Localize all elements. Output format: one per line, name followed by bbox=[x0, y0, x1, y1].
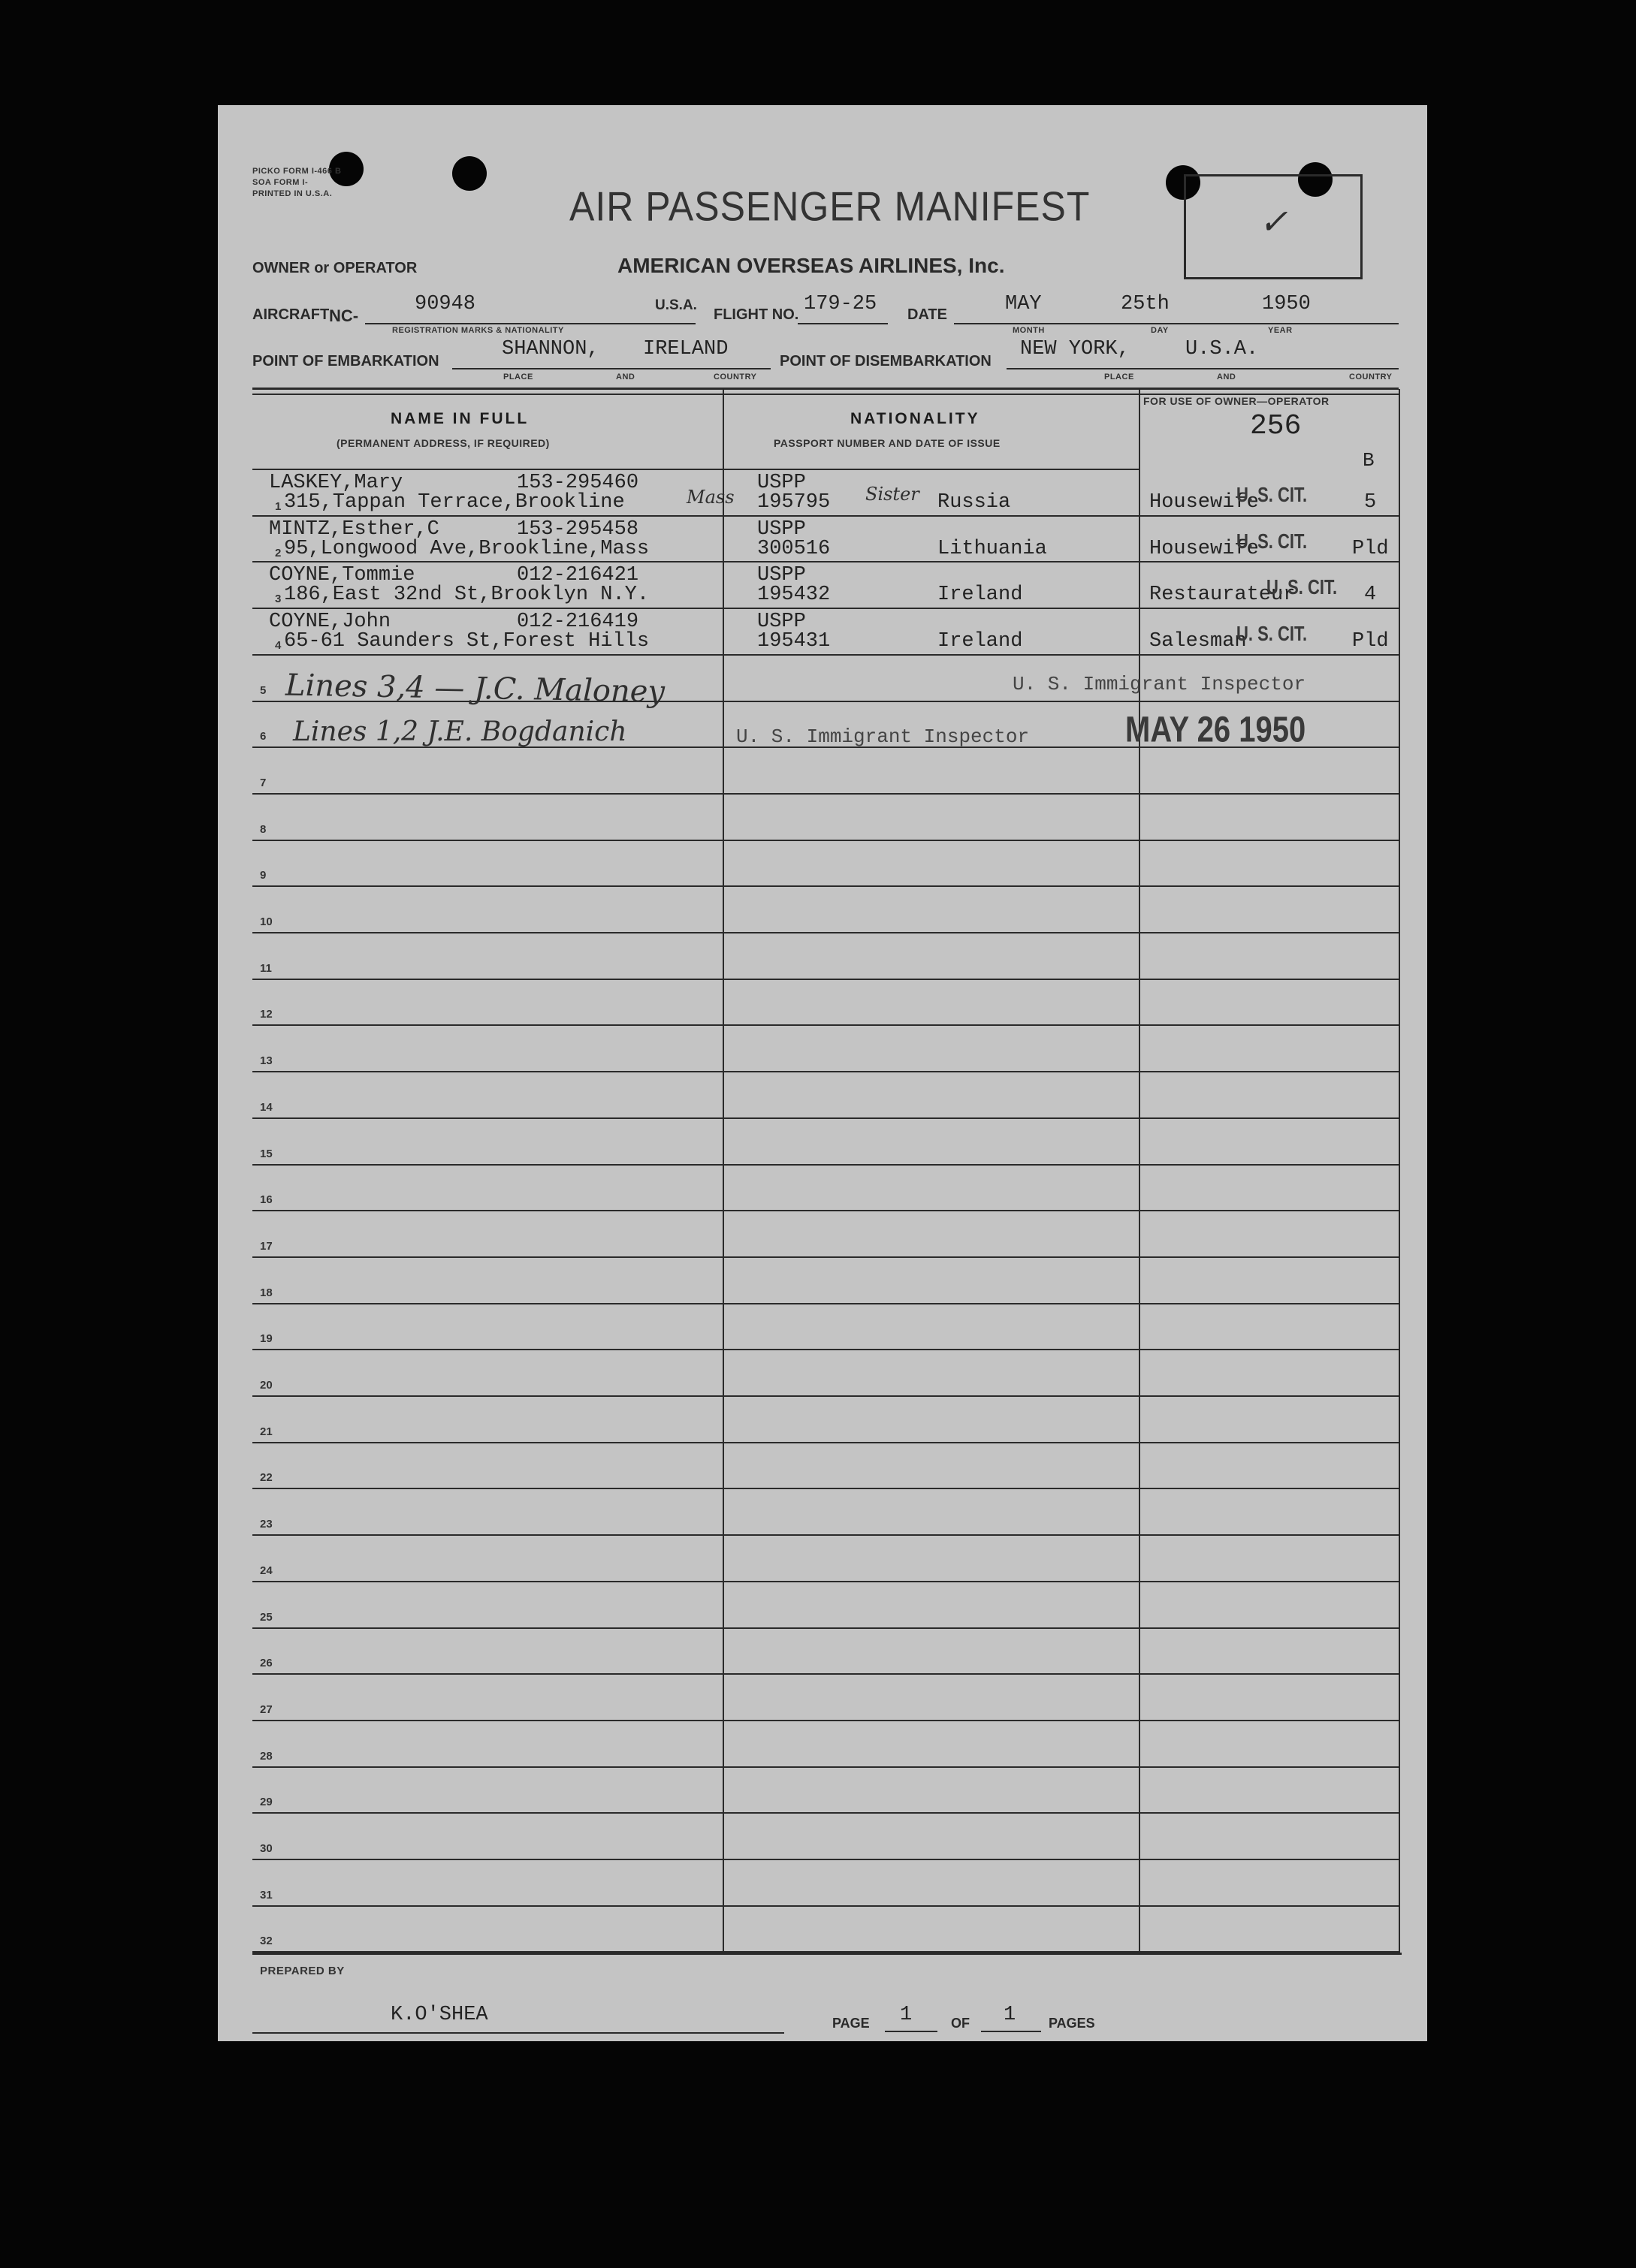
citizenship-stamp: U. S. CIT. bbox=[1236, 482, 1308, 506]
embarkation-place: SHANNON, bbox=[502, 338, 599, 360]
embarkation-label: POINT OF EMBARKATION bbox=[252, 353, 439, 369]
column-divider bbox=[723, 389, 724, 1953]
passport-note: Sister bbox=[865, 484, 919, 505]
column-header-nationality: NATIONALITY bbox=[850, 410, 980, 427]
row-number: 15 bbox=[260, 1148, 273, 1160]
row-rule bbox=[252, 608, 1399, 609]
row-number: 28 bbox=[260, 1750, 273, 1763]
field-line bbox=[1007, 368, 1399, 369]
inspector-caption: U. S. Immigrant Inspector bbox=[1013, 673, 1306, 695]
embarkation-country: IRELAND bbox=[643, 338, 729, 360]
passport-type: USPP bbox=[757, 611, 806, 633]
column-header-owner: FOR USE OF OWNER—OPERATOR bbox=[1143, 395, 1330, 407]
passenger-id: 012-216421 bbox=[517, 564, 639, 587]
field-line bbox=[798, 323, 888, 324]
row-number: 19 bbox=[260, 1332, 273, 1345]
passenger-country: Ireland bbox=[937, 630, 1023, 653]
row-number: 17 bbox=[260, 1240, 273, 1253]
row-number: 31 bbox=[260, 1889, 273, 1902]
passenger-address: 315,Tappan Terrace,Brookline bbox=[284, 491, 625, 514]
passenger-id: 012-216419 bbox=[517, 611, 639, 633]
row-rule bbox=[252, 1812, 1399, 1814]
page-total: 1 bbox=[1004, 2004, 1016, 2026]
row-number: 5 bbox=[260, 684, 267, 697]
form-stock-line: SOA FORM I- bbox=[252, 178, 309, 187]
passport-number: 300516 bbox=[757, 538, 831, 560]
field-line bbox=[981, 2031, 1041, 2032]
passenger-occupation: Housewife bbox=[1149, 491, 1259, 514]
row-number: 11 bbox=[260, 962, 272, 975]
passenger-id: 153-295458 bbox=[517, 518, 639, 541]
row-rule bbox=[252, 1766, 1399, 1768]
prepared-by-label: PREPARED BY bbox=[260, 1965, 345, 1977]
registration-caption: REGISTRATION MARKS & NATIONALITY bbox=[392, 326, 564, 335]
aircraft-label: AIRCRAFT bbox=[252, 306, 330, 323]
and-caption: AND bbox=[616, 372, 635, 382]
date-day: 25th bbox=[1121, 293, 1170, 315]
row-number: 29 bbox=[260, 1796, 273, 1808]
passenger-occupation: Restaurateur bbox=[1149, 584, 1296, 606]
address-note: Mass bbox=[687, 487, 735, 508]
row-number: 24 bbox=[260, 1564, 273, 1577]
row-rule bbox=[252, 1859, 1399, 1860]
passport-type: USPP bbox=[757, 518, 806, 541]
passenger-occupation: Housewife bbox=[1149, 538, 1259, 560]
passenger-name: COYNE,John bbox=[269, 611, 391, 633]
passenger-country: Ireland bbox=[937, 584, 1023, 606]
column-header-name-sub: (PERMANENT ADDRESS, IF REQUIRED) bbox=[337, 437, 550, 449]
field-line bbox=[885, 2031, 937, 2032]
aircraft-prefix: NC- bbox=[329, 306, 359, 325]
row-number: 26 bbox=[260, 1657, 273, 1669]
disembarkation-country: U.S.A. bbox=[1185, 338, 1259, 360]
prepared-by-name: K.O'SHEA bbox=[391, 2004, 488, 2026]
form-title: AIR PASSENGER MANIFEST bbox=[569, 183, 1091, 230]
row-rule bbox=[252, 654, 1399, 656]
row-rule bbox=[252, 1071, 1399, 1072]
passport-number: 195795 bbox=[757, 491, 831, 514]
row-number: 10 bbox=[260, 915, 273, 928]
page-label: PAGE bbox=[832, 2016, 870, 2031]
inspector-caption: U. S. Immigrant Inspector bbox=[736, 725, 1030, 748]
passenger-name: LASKEY,Mary bbox=[269, 472, 403, 494]
passenger-country: Lithuania bbox=[937, 538, 1047, 560]
row-rule bbox=[252, 1164, 1399, 1166]
owner-number: 256 bbox=[1250, 410, 1302, 442]
citizenship-stamp: U. S. CIT. bbox=[1236, 529, 1308, 553]
row-number: 14 bbox=[260, 1101, 273, 1114]
owner-label: OWNER or OPERATOR bbox=[252, 260, 418, 276]
footer-rule bbox=[252, 1953, 1402, 1955]
row-rule bbox=[252, 1673, 1399, 1675]
date-stamp: MAY 26 1950 bbox=[1125, 710, 1306, 750]
of-label: OF bbox=[951, 2016, 970, 2031]
row-number: 1 bbox=[275, 500, 282, 513]
country-caption: COUNTRY bbox=[1349, 372, 1393, 382]
month-caption: MONTH bbox=[1013, 326, 1045, 335]
row-number: 7 bbox=[260, 777, 267, 789]
row-rule bbox=[252, 1395, 1399, 1397]
disembarkation-place: NEW YORK, bbox=[1020, 338, 1130, 360]
row-rule bbox=[252, 1256, 1399, 1258]
row-rule bbox=[252, 793, 1399, 795]
row-number: 9 bbox=[260, 869, 267, 882]
row-rule bbox=[252, 840, 1399, 841]
row-rule bbox=[252, 1581, 1399, 1582]
passenger-id: 153-295460 bbox=[517, 472, 639, 494]
row-number: 12 bbox=[260, 1008, 273, 1021]
inspector-signature: Lines 1,2 J.E. Bogdanich bbox=[293, 716, 627, 747]
passport-number: 195431 bbox=[757, 630, 831, 653]
page-number: 1 bbox=[900, 2004, 913, 2026]
row-rule bbox=[252, 515, 1399, 517]
column-header-name: NAME IN FULL bbox=[391, 410, 530, 427]
row-number: 3 bbox=[275, 593, 282, 605]
passenger-address: 95,Longwood Ave,Brookline,Mass bbox=[284, 538, 650, 560]
passport-type: USPP bbox=[757, 564, 806, 587]
row-number: 6 bbox=[260, 730, 267, 743]
row-number: 8 bbox=[260, 823, 267, 836]
row-rule bbox=[252, 1720, 1399, 1721]
row-rule bbox=[252, 885, 1399, 887]
row-rule bbox=[252, 1210, 1399, 1211]
row-number: 23 bbox=[260, 1518, 273, 1531]
citizenship-stamp: U. S. CIT. bbox=[1266, 575, 1338, 599]
date-month: MAY bbox=[1005, 293, 1042, 315]
pages-label: PAGES bbox=[1049, 2016, 1095, 2031]
usa-label: U.S.A. bbox=[655, 297, 697, 313]
row-code: 5 bbox=[1364, 491, 1377, 514]
row-code: 4 bbox=[1364, 584, 1377, 606]
row-rule bbox=[252, 1303, 1399, 1304]
passenger-name: MINTZ,Esther,C bbox=[269, 518, 439, 541]
form-stock-line: PRINTED IN U.S.A. bbox=[252, 189, 333, 198]
row-rule bbox=[252, 1117, 1399, 1119]
row-number: 30 bbox=[260, 1842, 273, 1855]
flight-number: 179-25 bbox=[804, 293, 877, 315]
row-number: 2 bbox=[275, 547, 282, 559]
inspector-signature: Lines 3,4 — J.C. Maloney bbox=[285, 668, 666, 710]
citizenship-stamp: U. S. CIT. bbox=[1236, 621, 1308, 645]
owner-letter: B bbox=[1363, 449, 1375, 472]
punch-hole bbox=[452, 156, 487, 191]
row-number: 32 bbox=[260, 1935, 273, 1947]
row-rule bbox=[252, 561, 1399, 562]
aircraft-registration: 90948 bbox=[415, 293, 476, 315]
check-mark: ✓ bbox=[1259, 201, 1288, 242]
row-rule bbox=[252, 1534, 1399, 1536]
date-year: 1950 bbox=[1262, 293, 1311, 315]
row-rule bbox=[252, 1627, 1399, 1629]
passenger-occupation: Salesman bbox=[1149, 630, 1247, 653]
field-line bbox=[252, 2032, 784, 2034]
column-header-nationality-sub: PASSPORT NUMBER AND DATE OF ISSUE bbox=[774, 437, 1001, 449]
passport-type: USPP bbox=[757, 472, 806, 494]
passenger-name: COYNE,Tommie bbox=[269, 564, 415, 587]
flight-label: FLIGHT NO. bbox=[714, 306, 799, 323]
form-stock-line: PICKO FORM I-466 B bbox=[252, 167, 342, 176]
row-number: 21 bbox=[260, 1425, 273, 1438]
year-caption: YEAR bbox=[1268, 326, 1293, 335]
row-number: 18 bbox=[260, 1286, 273, 1299]
field-line bbox=[954, 323, 1399, 324]
row-rule bbox=[252, 1488, 1399, 1489]
row-number: 25 bbox=[260, 1611, 273, 1624]
table-top-rule bbox=[252, 388, 1399, 390]
and-caption: AND bbox=[1217, 372, 1236, 382]
row-number: 16 bbox=[260, 1193, 273, 1206]
passenger-country: Russia bbox=[937, 491, 1011, 514]
row-rule bbox=[252, 1905, 1399, 1907]
row-rule bbox=[252, 1024, 1399, 1026]
header-rule bbox=[252, 469, 1139, 470]
row-number: 4 bbox=[275, 639, 282, 652]
date-label: DATE bbox=[907, 306, 947, 323]
place-caption: PLACE bbox=[1104, 372, 1134, 382]
column-divider bbox=[1139, 389, 1140, 1953]
row-number: 27 bbox=[260, 1703, 273, 1716]
row-number: 22 bbox=[260, 1471, 273, 1484]
country-caption: COUNTRY bbox=[714, 372, 757, 382]
operator-name: AMERICAN OVERSEAS AIRLINES, Inc. bbox=[617, 254, 1005, 277]
row-rule bbox=[252, 979, 1399, 980]
row-rule bbox=[252, 1442, 1399, 1443]
place-caption: PLACE bbox=[503, 372, 533, 382]
day-caption: DAY bbox=[1151, 326, 1169, 335]
field-line bbox=[365, 323, 696, 324]
field-line bbox=[452, 368, 771, 369]
column-divider bbox=[1399, 389, 1400, 1953]
manifest-sheet bbox=[218, 105, 1427, 2041]
row-number: 20 bbox=[260, 1379, 273, 1392]
passenger-address: 186,East 32nd St,Brooklyn N.Y. bbox=[284, 584, 650, 606]
passenger-address: 65-61 Saunders St,Forest Hills bbox=[284, 630, 650, 653]
row-code: Pld bbox=[1352, 630, 1389, 653]
row-number: 13 bbox=[260, 1054, 273, 1067]
row-rule bbox=[252, 1349, 1399, 1350]
row-code: Pld bbox=[1352, 538, 1389, 560]
disembarkation-label: POINT OF DISEMBARKATION bbox=[780, 353, 992, 369]
row-rule bbox=[252, 932, 1399, 933]
passport-number: 195432 bbox=[757, 584, 831, 606]
